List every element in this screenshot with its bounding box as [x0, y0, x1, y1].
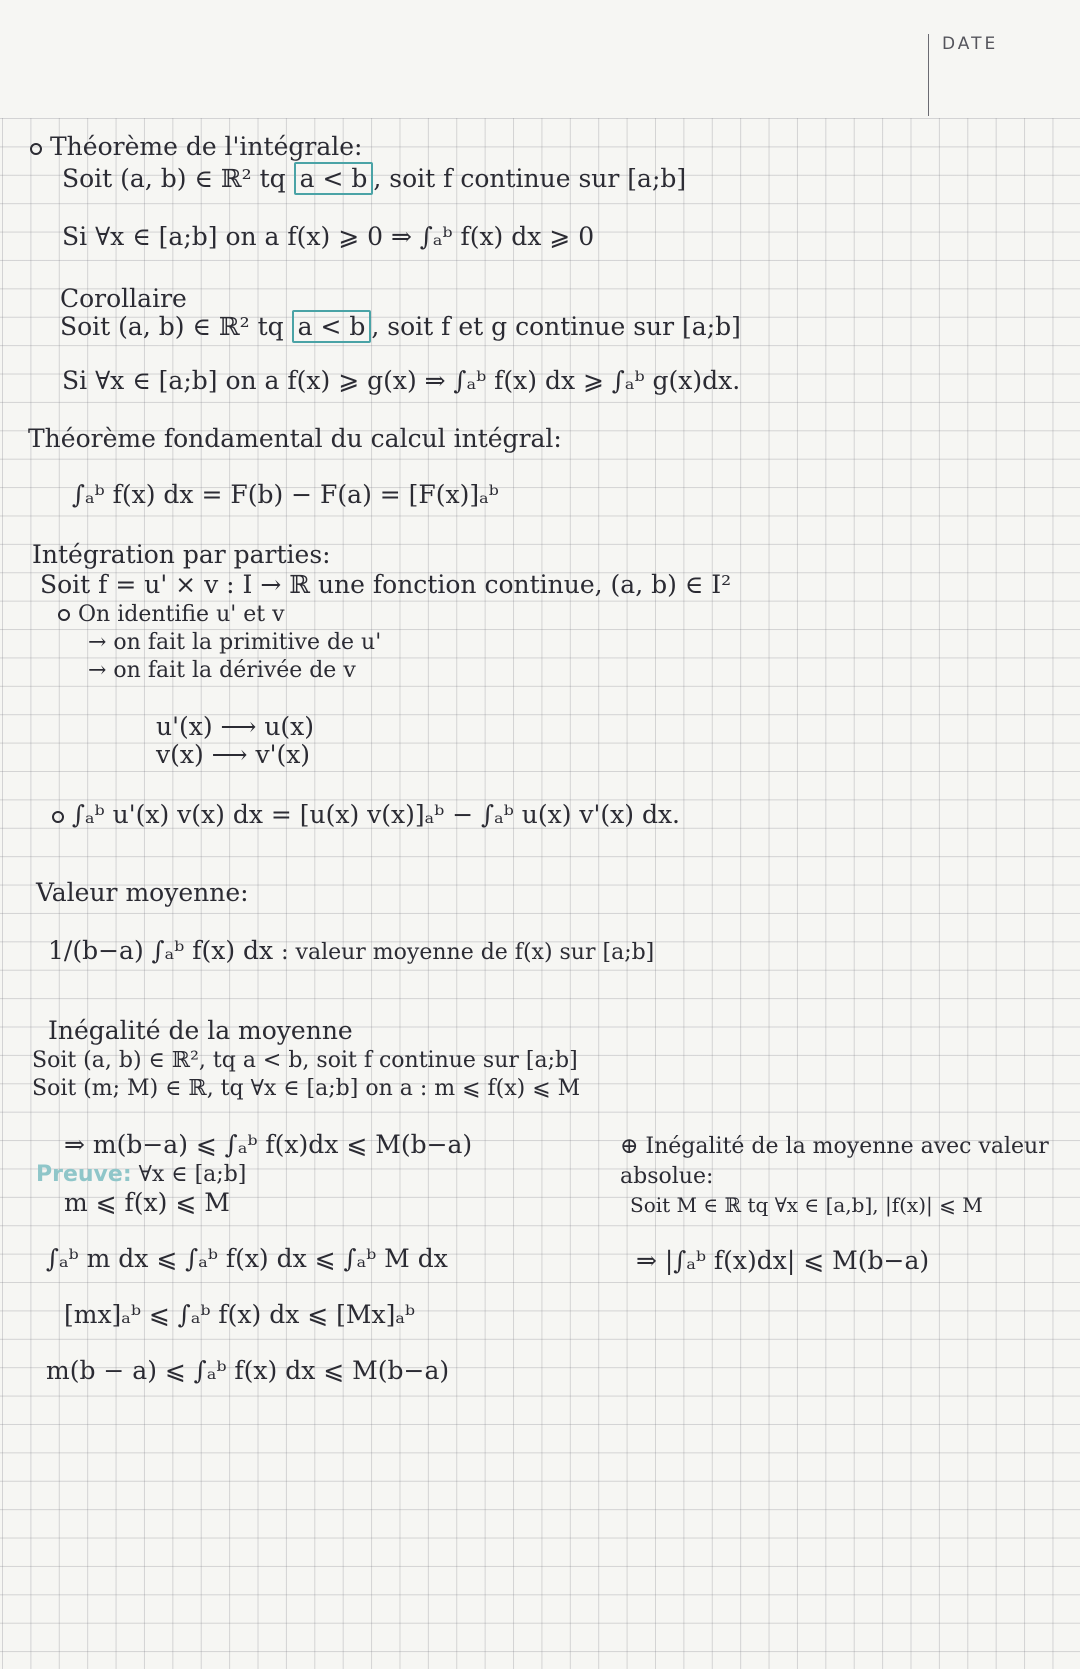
proof-line5: m(b − a) ⩽ ∫ₐᵇ f(x) dx ⩽ M(b−a): [46, 1356, 450, 1385]
bullet-icon: [52, 811, 64, 823]
fundamental-theorem-formula: ∫ₐᵇ f(x) dx = F(b) − F(a) = [F(x)]ₐᵇ: [72, 480, 499, 509]
page-header-band: [0, 0, 1080, 118]
integration-by-parts-bullet: On identifie u' et v: [58, 600, 285, 630]
mean-value-formula: 1/(b−a) ∫ₐᵇ f(x) dx : valeur moyenne de f(x) sur [a;b]: [48, 936, 655, 965]
integration-by-parts-map1: u'(x) ⟶ u(x): [156, 712, 315, 741]
integral-theorem-line1: Soit (a, b) ∈ ℝ² tq a < b , soit f continue sur [a;b]: [62, 164, 687, 193]
proof-line4: [mx]ₐᵇ ⩽ ∫ₐᵇ f(x) dx ⩽ [Mx]ₐᵇ: [64, 1300, 416, 1329]
integral-theorem-line2: Si ∀x ∈ [a;b] on a f(x) ⩾ 0 ⇒ ∫ₐᵇ f(x) dx ⩾ 0: [62, 222, 595, 251]
proof-line1: Preuve: ∀x ∈ [a;b]: [36, 1162, 247, 1187]
absolute-inequality-line1: Soit M ∈ ℝ tq ∀x ∈ [a,b], |f(x)| ⩽ M: [630, 1193, 983, 1217]
integration-by-parts-title: Intégration par parties:: [32, 540, 331, 569]
proof-line2: m ⩽ f(x) ⩽ M: [64, 1188, 230, 1217]
corollary-title: Corollaire: [60, 284, 187, 313]
date-label: DATE: [942, 34, 999, 54]
corollary-line1: Soit (a, b) ∈ ℝ² tq a < b , soit f et g continue sur [a;b]: [60, 312, 741, 341]
integration-by-parts-formula: ∫ₐᵇ u'(x) v(x) dx = [u(x) v(x)]ₐᵇ − ∫ₐᵇ u(x) v'(x) dx.: [52, 800, 680, 830]
integration-by-parts-step2: → on fait la dérivée de v: [88, 658, 356, 683]
absolute-inequality-line2: ⇒ |∫ₐᵇ f(x)dx| ⩽ M(b−a): [636, 1246, 930, 1275]
mean-inequality-line1: Soit (a, b) ∈ ℝ², tq a < b, soit f continue sur [a;b]: [32, 1048, 578, 1073]
proof-label: Preuve:: [36, 1162, 132, 1187]
integration-by-parts-line1: Soit f = u' × v : I → ℝ une fonction continue, (a, b) ∈ I²: [40, 570, 732, 599]
condition-box: a < b: [292, 310, 372, 343]
proof-line3: ∫ₐᵇ m dx ⩽ ∫ₐᵇ f(x) dx ⩽ ∫ₐᵇ M dx: [46, 1244, 448, 1273]
bullet-icon: [58, 609, 70, 621]
corollary-line2: Si ∀x ∈ [a;b] on a f(x) ⩾ g(x) ⇒ ∫ₐᵇ f(x) dx ⩾ ∫ₐᵇ g(x)dx.: [62, 366, 741, 395]
integral-theorem-title: Théorème de l'intégrale:: [30, 132, 362, 162]
mean-inequality-line3: ⇒ m(b−a) ⩽ ∫ₐᵇ f(x)dx ⩽ M(b−a): [64, 1130, 473, 1159]
date-divider: [928, 34, 929, 116]
condition-box: a < b: [294, 162, 374, 195]
fundamental-theorem-title: Théorème fondamental du calcul intégral:: [28, 424, 562, 453]
bullet-icon: [30, 143, 42, 155]
mean-inequality-line2: Soit (m; M) ∈ ℝ, tq ∀x ∈ [a;b] on a : m ⩽ f(x) ⩽ M: [32, 1076, 581, 1101]
integration-by-parts-step1: → on fait la primitive de u': [88, 630, 382, 655]
mean-inequality-title: Inégalité de la moyenne: [48, 1016, 353, 1045]
mean-value-title: Valeur moyenne:: [36, 878, 249, 907]
absolute-inequality-title: ⊕ Inégalité de la moyenne avec valeur absolue:: [620, 1134, 1049, 1189]
integration-by-parts-map2: v(x) ⟶ v'(x): [156, 740, 311, 769]
